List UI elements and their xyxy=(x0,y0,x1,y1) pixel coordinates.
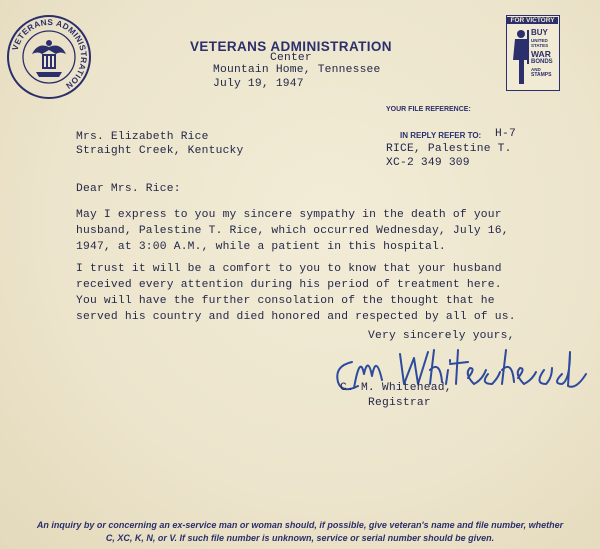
paragraph1-line: 1947, at 3:00 A.M., while a patient in this hospital. xyxy=(76,241,446,253)
poster-line-states: STATES xyxy=(531,43,549,48)
poster-line-war: WAR xyxy=(531,49,551,59)
paragraph1-line: husband, Palestine T. Rice, which occurred Wednesday, July 16, xyxy=(76,225,509,237)
closing: Very sincerely yours, xyxy=(368,330,515,342)
poster-line-buy: BUY xyxy=(531,28,548,37)
seal-icon xyxy=(6,14,92,100)
poster-line-and: AND xyxy=(531,67,541,72)
letter-location: Mountain Home, Tennessee xyxy=(213,64,381,76)
claim-number: XC-2 349 309 xyxy=(386,157,470,169)
letter-date: July 19, 1947 xyxy=(213,78,304,90)
poster-top-label: FOR VICTORY xyxy=(507,17,558,24)
agency-heading: VETERANS ADMINISTRATION xyxy=(190,39,392,54)
footer-notice-line2: C, XC, K, N, or V. If such file number is unknown, service or serial number should be given. xyxy=(105,533,495,543)
recipient-name: Mrs. Elizabeth Rice xyxy=(76,131,209,143)
recipient-address: Straight Creek, Kentucky xyxy=(76,145,244,157)
paragraph2-line: served his country and died honored and respected by all of us. xyxy=(76,311,516,323)
reply-code: H-7 xyxy=(495,128,516,140)
footer-notice-line1: An inquiry by or concerning an ex-service man or woman should, if possible, give veteran's name and file number, whether xyxy=(36,520,564,530)
file-reference-label: YOUR FILE REFERENCE: xyxy=(386,106,471,113)
paragraph2-line: received every attention during his period of treatment here. xyxy=(76,279,502,291)
soldier-poster-icon xyxy=(510,28,532,93)
signer-title: Registrar xyxy=(368,397,431,409)
signer-name: C. M. Whitehead, xyxy=(340,382,452,394)
poster-line-stamps: STAMPS xyxy=(531,72,552,78)
poster-line-united: UNITED xyxy=(531,38,548,43)
salutation: Dear Mrs. Rice: xyxy=(76,183,181,195)
paragraph2-line: You will have the further consolation of the thought that he xyxy=(76,295,495,307)
reference-name: RICE, Palestine T. xyxy=(386,143,512,155)
reply-refer-label: IN REPLY REFER TO: xyxy=(400,131,482,140)
paragraph1-line: May I express to you my sincere sympathy in the death of your xyxy=(76,209,502,221)
poster-line-bonds: BONDS xyxy=(531,59,553,65)
handwritten-signature xyxy=(330,344,590,403)
center-label: Center xyxy=(270,52,312,64)
war-bonds-poster xyxy=(506,15,560,91)
seal-ring-text: VETERANS ADMINISTRATION xyxy=(9,16,90,92)
paragraph2-line: I trust it will be a comfort to you to know that your husband xyxy=(76,263,502,275)
